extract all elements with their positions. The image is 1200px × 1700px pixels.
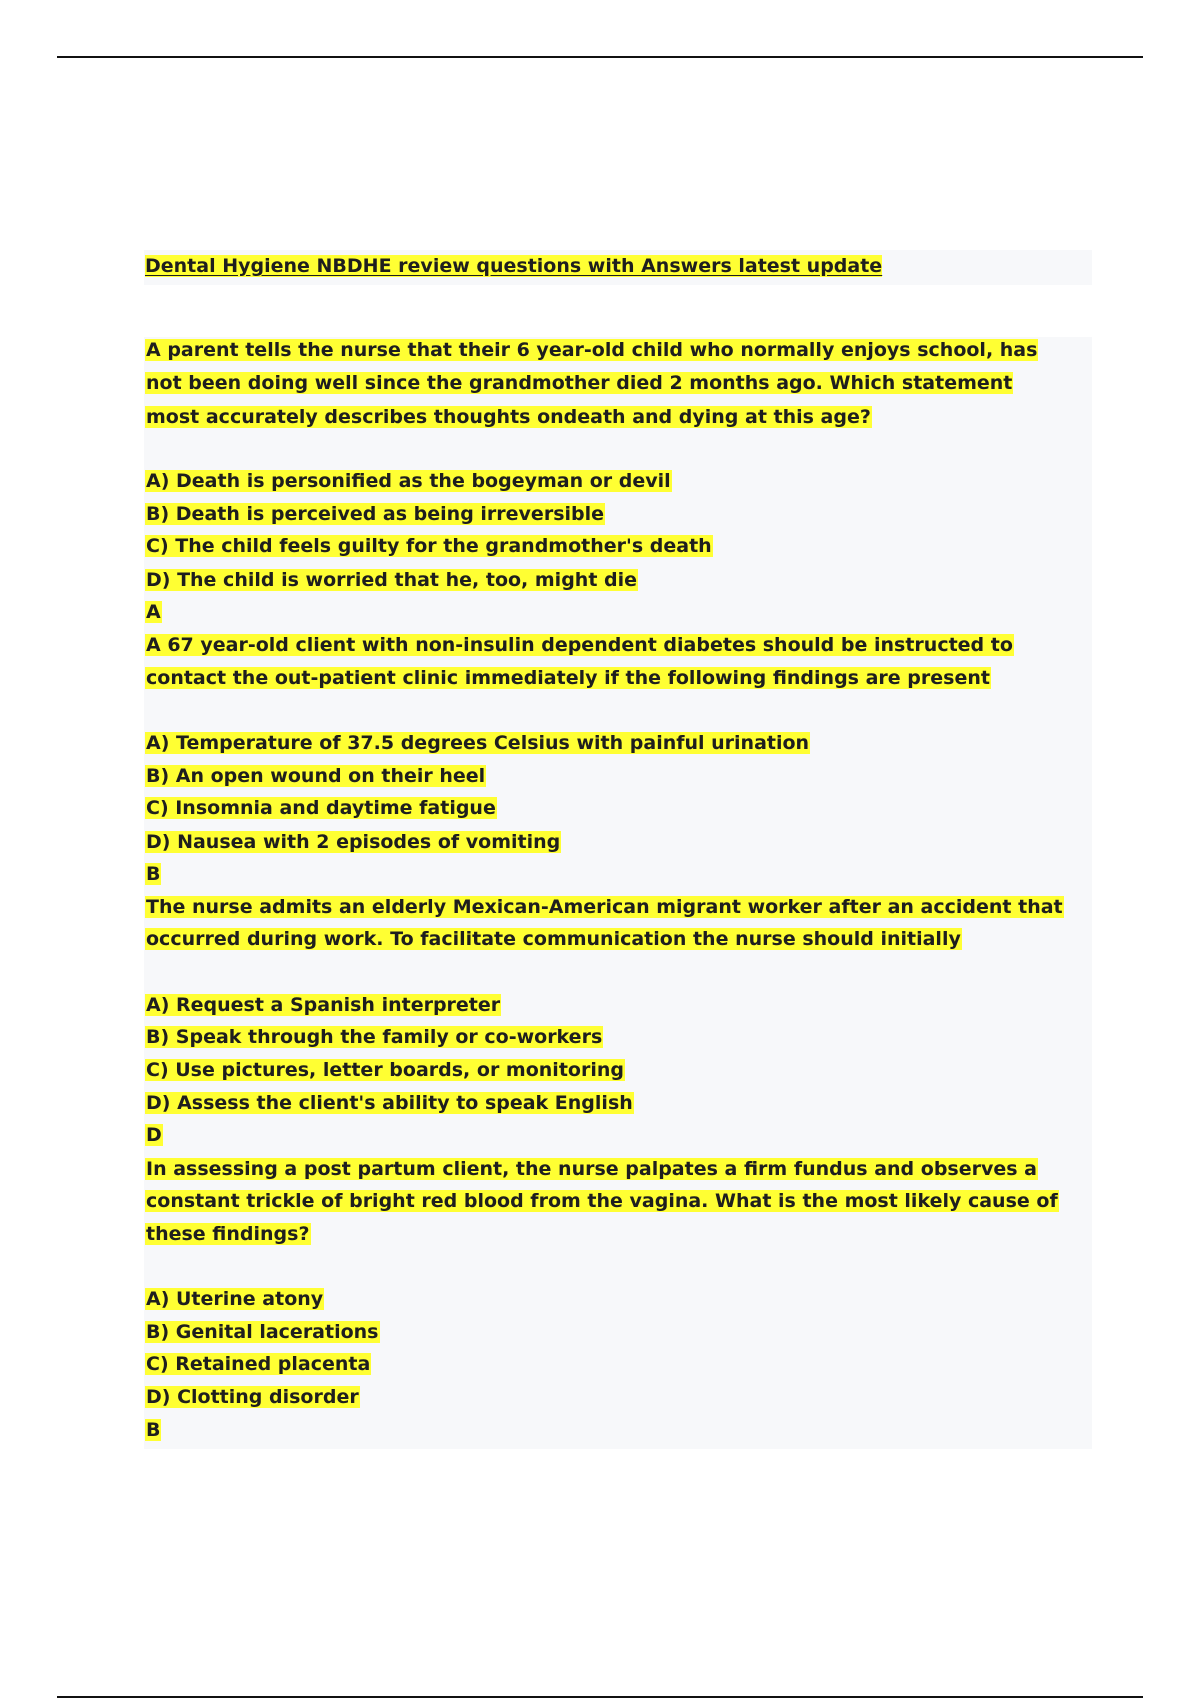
q3-option-a: A) Request a Spanish interpreter [146, 994, 501, 1016]
q3-answer: D [146, 1124, 162, 1146]
q1-option-c: C) The child feels guilty for the grandmother's death [146, 535, 712, 557]
page-title [145, 252, 882, 280]
q2-option-c: C) Insomnia and daytime fatigue [146, 797, 496, 819]
q4-stem-line-1: In assessing a post partum client, the nurse palpates a firm fundus and observes a [146, 1158, 1037, 1180]
q1-option-a: A) Death is personified as the bogeyman or devil [146, 470, 671, 492]
q2-stem-line-1: A 67 year-old client with non-insulin dependent diabetes should be instructed to [146, 634, 1013, 656]
q1-option-d: D) The child is worried that he, too, might die [146, 569, 638, 591]
q4-option-b: B) Genital lacerations [146, 1321, 379, 1343]
q1-stem-line-2: not been doing well since the grandmother died 2 months ago. Which statement [146, 372, 1013, 394]
q3-option-c: C) Use pictures, letter boards, or monitoring [146, 1059, 624, 1081]
q3-stem-line-2: occurred during work. To facilitate communication the nurse should initially [146, 928, 961, 950]
q3-option-b: B) Speak through the family or co-workers [146, 1026, 603, 1048]
q1-option-b: B) Death is perceived as being irreversible [146, 503, 605, 525]
top-rule [57, 56, 1143, 58]
q2-option-d: D) Nausea with 2 episodes of vomiting [146, 831, 561, 853]
q4-option-d: D) Clotting disorder [146, 1386, 359, 1408]
page-title-text: Dental Hygiene NBDHE review questions with Answers latest update [145, 255, 883, 277]
q2-option-b: B) An open wound on their heel [146, 765, 486, 787]
bottom-rule [57, 1696, 1143, 1698]
q4-option-a: A) Uterine atony [146, 1288, 324, 1310]
q1-stem-line-1: A parent tells the nurse that their 6 year-old child who normally enjoys school, has [146, 339, 1038, 361]
q2-option-a: A) Temperature of 37.5 degrees Celsius with painful urination [146, 732, 810, 754]
q1-answer: A [146, 601, 161, 623]
q4-option-c: C) Retained placenta [146, 1353, 371, 1375]
q3-stem-line-1: The nurse admits an elderly Mexican-American migrant worker after an accident that [146, 896, 1063, 918]
q4-stem-line-3: these findings? [146, 1223, 310, 1245]
q4-answer: B [146, 1419, 161, 1441]
q1-stem-line-3: most accurately describes thoughts ondeath and dying at this age? [146, 406, 871, 428]
q2-stem-line-2: contact the out-patient clinic immediately if the following findings are present [146, 667, 990, 689]
q3-option-d: D) Assess the client's ability to speak English [146, 1092, 633, 1114]
q2-answer: B [146, 863, 161, 885]
q4-stem-line-2: constant trickle of bright red blood from the vagina. What is the most likely cause of [146, 1190, 1058, 1212]
